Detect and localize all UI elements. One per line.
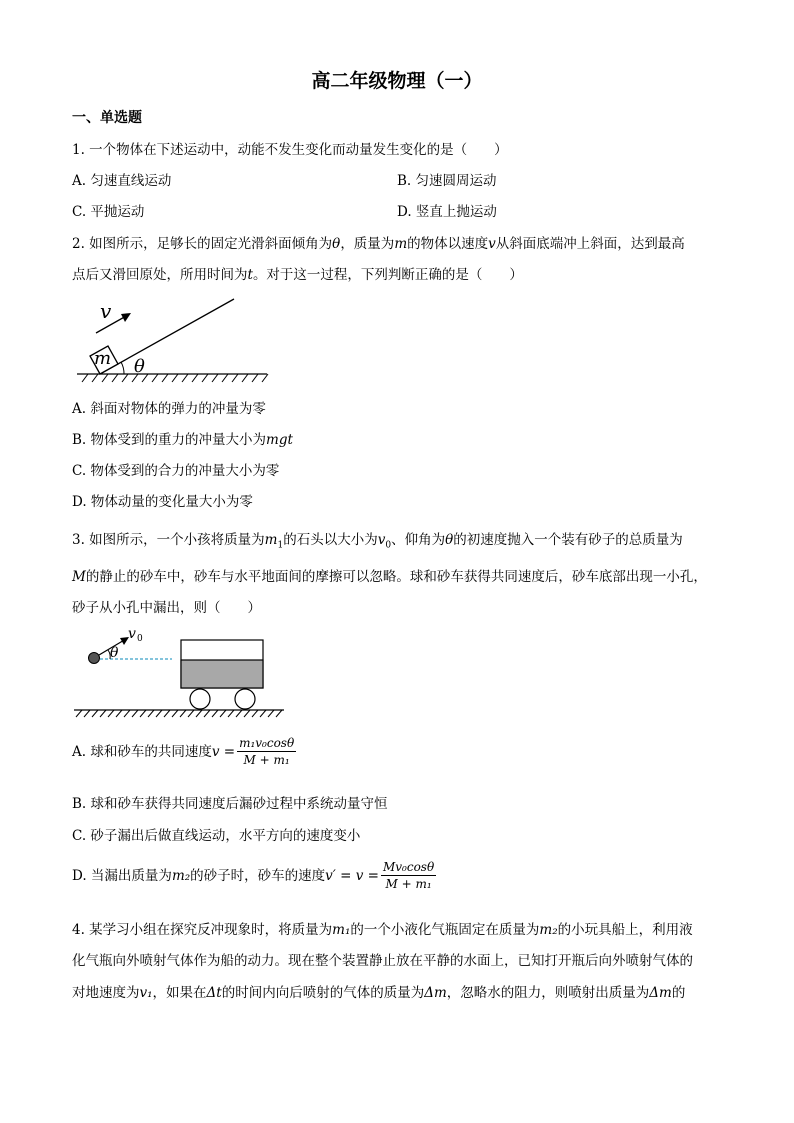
- q3-v0: v: [377, 532, 386, 548]
- q2-option-a: A. 斜面对物体的弹力的冲量为零: [72, 401, 266, 417]
- q3-stem-line1: [72, 532, 683, 551]
- q3-fig-theta: θ: [110, 645, 119, 661]
- q4-stem-line3: [72, 985, 685, 1001]
- q3-fig-v0: v: [128, 626, 136, 642]
- q3-v0-sub: 0: [385, 540, 392, 551]
- q3-option-d-lhs: v′ = v =: [325, 867, 379, 884]
- q1-option-c: C. 平抛运动: [72, 204, 145, 220]
- q4-v1: v₁: [139, 985, 153, 1001]
- q3-m1: m: [264, 532, 278, 548]
- q4-text: 的一个小液化气瓶固定在质量为: [350, 922, 540, 938]
- q4-text: 的时间内向后喷射的气体的质量为: [221, 985, 425, 1001]
- q3-option-d-text: D. 当漏出质量为: [72, 867, 172, 884]
- q3-option-a-numerator: m₁v₀cosθ: [237, 736, 296, 752]
- q2-fig-m: m: [94, 348, 112, 369]
- q2-fig-theta: θ: [134, 356, 145, 377]
- q3-stem-line2: [72, 569, 707, 585]
- q3-option-d-fraction: [381, 860, 436, 892]
- q3-option-a-denominator: M + m₁: [243, 753, 290, 768]
- q1-option-a: A. 匀速直线运动: [72, 173, 172, 189]
- q2-option-d: D. 物体动量的变化量大小为零: [72, 494, 253, 510]
- q3-option-d-m2: m₂: [171, 867, 191, 884]
- q4-stem-line2: 化气瓶向外喷射气体作为船的动力。现在整个装置静止放在平静的水面上，已知打开瓶后向外喷射气体的: [72, 953, 693, 969]
- q3-text: 的石头以大小为: [283, 532, 378, 548]
- q3-option-d-text: 的砂子时，砂车的速度: [190, 867, 326, 884]
- q2-option-b: [72, 432, 293, 448]
- q2-m: m: [394, 236, 408, 252]
- q3-text: 的初速度抛入一个装有砂子的总质量为: [453, 532, 683, 548]
- q4-text: 的小玩具船上，利用液: [557, 922, 693, 938]
- section-heading: 一、单选题: [72, 110, 142, 126]
- q3-option-d-numerator: Mv₀cosθ: [381, 860, 436, 876]
- q4-m1: m₁: [332, 922, 351, 938]
- q4-stem-line1: [72, 922, 693, 938]
- q4-dm: Δm: [424, 985, 447, 1001]
- q2-stem-line1: [72, 236, 685, 252]
- q2-text: 2. 如图所示，足够长的固定光滑斜面倾角为: [72, 236, 333, 252]
- q2-stem-line2: [72, 267, 523, 283]
- q4-text: 对地速度为: [72, 985, 140, 1001]
- q3-theta: θ: [445, 532, 454, 548]
- q4-dt: Δt: [206, 985, 222, 1001]
- q3-option-a: [72, 736, 298, 768]
- q4-text: ，如果在: [152, 985, 207, 1001]
- q2-text: 点后又滑回原处，所用时间为: [72, 267, 248, 283]
- q2-incline-figure: [72, 292, 272, 384]
- q2-theta: θ: [332, 236, 341, 252]
- q2-fig-v: v: [100, 299, 112, 323]
- q3-stem-line3: 砂子从小孔中漏出，则（ ）: [72, 600, 261, 616]
- q2-v: v: [488, 236, 496, 252]
- q3-text: 、仰角为: [391, 532, 446, 548]
- q3-text: 的静止的砂车中，砂车与水平地面间的摩擦可以忽略。球和砂车获得共同速度后，砂车底部出现一小孔，: [85, 569, 707, 585]
- q3-option-d: [72, 860, 438, 892]
- q2-text: ，质量为: [340, 236, 395, 252]
- q3-option-d-denominator: M + m₁: [385, 877, 432, 892]
- q2-text: 的物体以速度: [407, 236, 489, 252]
- q3-option-b: B. 球和砂车获得共同速度后漏砂过程中系统动量守恒: [72, 796, 388, 812]
- q4-text: 4. 某学习小组在探究反冲现象时，将质量为: [72, 922, 333, 938]
- q3-fig-v0-sub: 0: [137, 634, 143, 644]
- q2-t: t: [247, 267, 253, 283]
- q3-option-c: C. 砂子漏出后做直线运动，水平方向的速度变小: [72, 828, 361, 844]
- q1-option-d: D. 竖直上抛运动: [397, 204, 497, 220]
- q3-option-a-text: A. 球和砂车的共同速度: [72, 743, 212, 760]
- q4-text: 的: [671, 985, 686, 1001]
- q2-option-b-text: B. 物体受到的重力的冲量大小为: [72, 432, 267, 448]
- q2-text: 。对于这一过程，下列判断正确的是（ ）: [252, 267, 523, 283]
- q3-m1-sub: 1: [277, 540, 284, 551]
- q3-M: M: [72, 569, 86, 585]
- q4-m2: m₂: [539, 922, 558, 938]
- q2-option-c: C. 物体受到的合力的冲量大小为零: [72, 463, 280, 479]
- q3-text: 3. 如图所示，一个小孩将质量为: [72, 532, 265, 548]
- q4-text: ，忽略水的阻力，则喷射出质量为: [446, 985, 650, 1001]
- q1-stem: 1. 一个物体在下述运动中，动能不发生变化而动量发生变化的是（ ）: [72, 142, 508, 158]
- page-title: 高二年级物理（一）: [311, 70, 483, 92]
- q4-dm: Δm: [649, 985, 672, 1001]
- q2-option-b-math: mgt: [266, 432, 293, 448]
- q1-option-b: B. 匀速圆周运动: [397, 173, 497, 189]
- q2-text: 从斜面底端冲上斜面，达到最高: [495, 236, 685, 252]
- q3-sandcart-figure: [72, 622, 287, 722]
- q3-option-a-fraction: [237, 736, 296, 768]
- q3-option-a-lhs: v =: [211, 743, 236, 760]
